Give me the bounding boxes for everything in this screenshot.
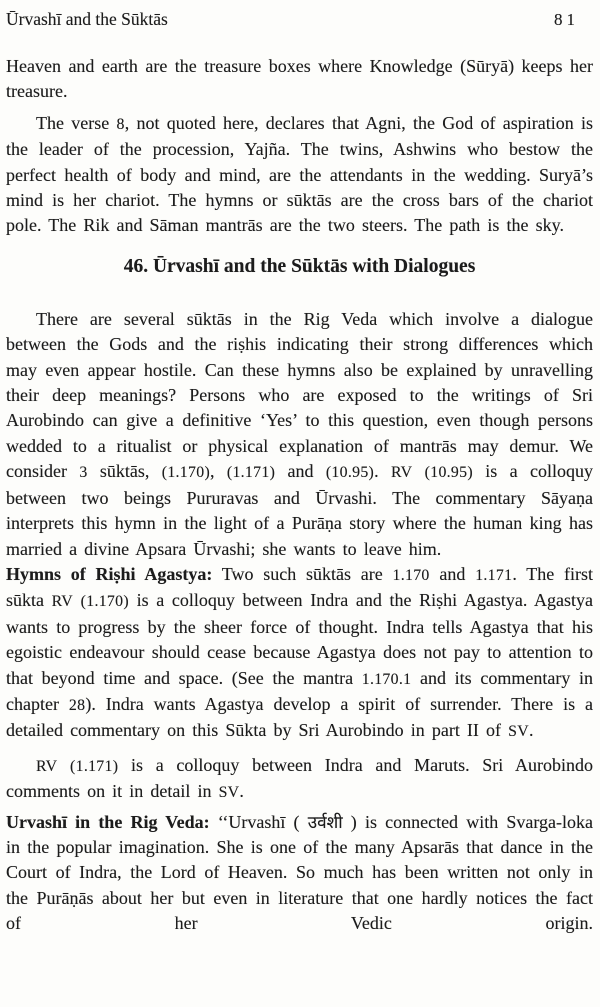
paragraph [6, 54, 593, 105]
text-run: and [275, 461, 326, 482]
text-run: , [210, 461, 227, 482]
text-run: (10.95) [325, 464, 375, 482]
text-run: RV [51, 593, 73, 611]
text-run: (1.170) [80, 593, 129, 611]
text-run: ). Indra wants Agastya develop a spirit of surrender. There is a detailed commentary on this Sūkta by Sri Aurobindo in part II of [6, 693, 593, 741]
text-run: (1.170) [161, 464, 211, 482]
bold-lead-in: Urvashī in the Rig Veda: [6, 811, 210, 832]
text-run: . [374, 461, 391, 482]
text-run: RV [390, 464, 413, 482]
paragraph [6, 111, 593, 239]
running-header [6, 7, 593, 32]
paragraph [6, 753, 593, 806]
text-run: The verse [36, 112, 117, 133]
paragraph [6, 562, 593, 745]
page-number: 81 [554, 10, 579, 29]
text-run: SV [218, 784, 240, 802]
text-run: RV [36, 757, 58, 775]
page-body [6, 54, 593, 937]
text-run: is a colloquy between Indra and Maruts. Sri Aurobindo comments on it in detail in [6, 754, 593, 802]
text-run: ‘‘Urvashī ( [209, 811, 308, 832]
text-run: ) is connected with Svarga-loka in the popular imagination. She is one of the many Apsarās that dance in the Court of Indra, the Lord of Heaven. So much has been written not only in the Purāṇās about her but even in literature that one hardly notices the fact of her Vedic origin. [6, 811, 593, 934]
text-run: sūktās, [87, 461, 162, 482]
text-run [412, 461, 424, 481]
text-run: and its commentary in chapter [6, 667, 593, 714]
text-run: SV [508, 723, 529, 741]
text-run: Heaven and earth are the treasure boxes where Knowledge (Sūryā) keeps her treasure. [6, 56, 593, 102]
bold-lead-in: Hymns of Riṣhi Agastya: [6, 563, 213, 584]
text-run: (10.95) [424, 464, 473, 482]
text-run: is a colloquy between two beings Pururavas and Ūrvashi. The commentary Sāyaṇa interprets this hymn in the light of a Purāṇa story where the human king has married a divine Apsara Ūrvashi; she wants to leave him. [6, 461, 593, 559]
paragraph [6, 810, 593, 937]
text-run: . [528, 720, 534, 741]
section-heading: 46. Ūrvashī and the Sūktās with Dialogues [123, 255, 476, 277]
text-run: There are several sūktās in the Rig Veda which involve a dialogue between the Gods and the riṣhis indicating their strong differences which may even appear hostile. Can these hymns also be explained by unravelling their deep meanings? Persons who are exposed to the writings of Sri Aurobindo can give a definitive ‘Yes’ to this question, even though persons wedded to a ritualist or physical explanation of mantrās may demur. We consider [6, 308, 593, 482]
text-run: and [429, 563, 476, 584]
text-run: (1.171) [226, 464, 276, 482]
text-run: 3 [79, 464, 88, 482]
text-run: 1.171 [475, 566, 513, 584]
text-run [57, 755, 70, 775]
text-run: Two such sūktās are [212, 563, 393, 584]
text-run: . The first sūkta [6, 563, 593, 611]
text-run [73, 590, 81, 610]
devanagari-word: उर्वशी [307, 812, 343, 832]
paragraph [6, 307, 593, 562]
text-run: 1.170.1 [361, 670, 412, 688]
text-run: 1.170 [392, 566, 430, 584]
text-run: 8 [116, 115, 125, 133]
text-run: 28 [68, 696, 86, 714]
text-run: . [239, 781, 244, 802]
text-run: (1.171) [70, 757, 119, 775]
text-run: is a colloquy between Indra and the Riṣhi Agastya. Agastya wants to progress by the sheer force of thought. Indra tells Agastya that his egoistic endeavour should cease because Agastya does not pay to attention to that beyond time and space. (See the mantra [6, 590, 593, 688]
running-header-title: Ūrvashī and the Sūktās [6, 9, 168, 29]
text-run: , not quoted here, declares that Agni, the God of aspiration is the leader of the procession, Yajña. The twins, Ashwins who bestow the perfect health of body and mind, are the attendants in the wedding. Suryā’s mind is her chariot. The hymns or sūktās are the cross bars of the chariot pole. The Rik and Sāman mantrās are the two steers. The path is the sky. [6, 112, 593, 236]
